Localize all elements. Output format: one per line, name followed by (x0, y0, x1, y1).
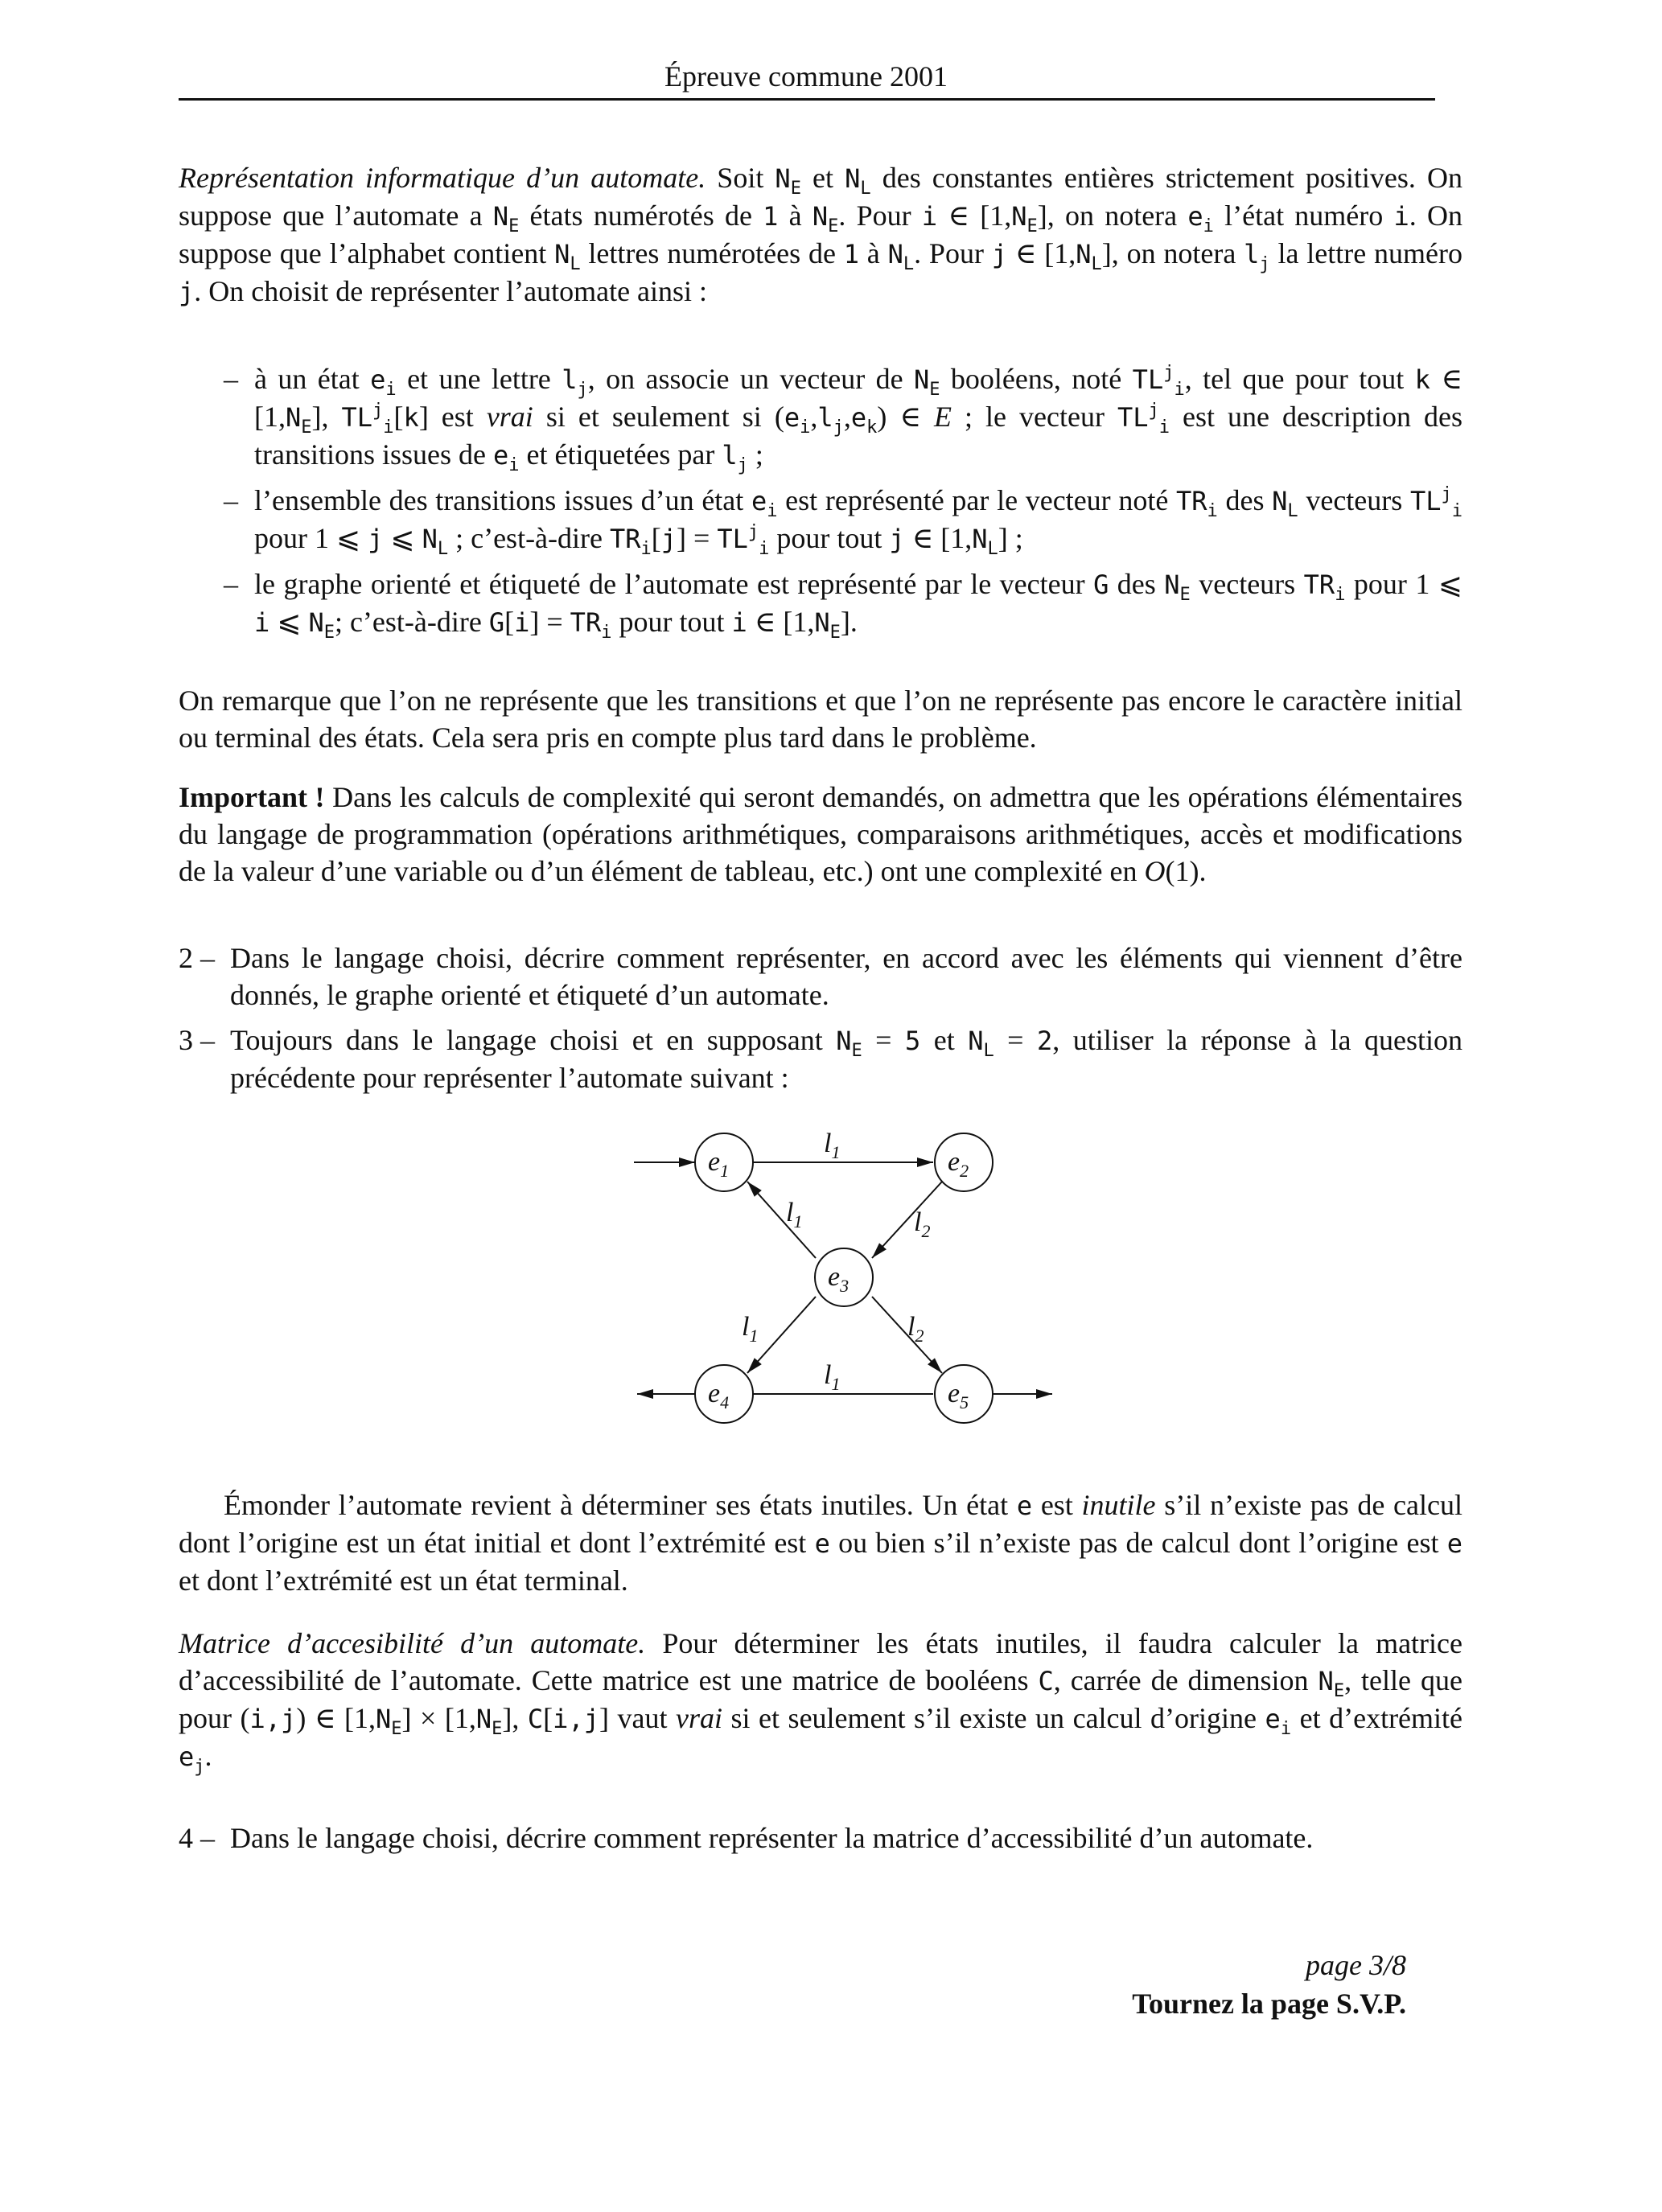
list-item: – à un état $e_i$ et une lettre $l_j$, on associe un vecteur de $N_E$ booléens, noté $TL^j_i$, tel que pour tout k ∈ $[1,N_E]$, $TL^j_i[k]$ est vrai si et seulement si $(e_i,l_j,e_k)$ ∈ E ; le vecteur $TL^j_i$ est une description des transitions issues de $e_i$ et étiquetées par $l_j$ ; (224, 363, 1462, 476)
page-header: Épreuve commune 2001 (664, 60, 948, 93)
edge-e2-e3 (872, 1182, 942, 1258)
turn-page-note: Tournez la page S.V.P. (1132, 1988, 1406, 2020)
remark-paragraph: On remarque que l’on ne représente que les transitions et que l’on ne représente pas encore le caractère initial ou terminal des états. Cela sera pris en compte plus tard dans le problème. (179, 685, 1462, 754)
intro-paragraph: Représentation informatique d’un automate. Soit $N_E$ et $N_L$ des constantes entières strictement positives. On suppose que l’automate a $N_E$ états numérotés de 1 à $N_E$. Pour i ∈ $[1,N_E]$, on notera $e_i$ l’état numéro i. On suppose que l’alphabet contient $N_L$ lettres numérotées de 1 à $N_L$. Pour j ∈ $[1,N_L]$, on notera $l_j$ la lettre numéro j. On choisit de représenter l’automate ainsi : (179, 162, 1463, 307)
matrix-lead: Matrice d’accesibilité d’un automate. (179, 1627, 646, 1659)
edge-label-e3-e1: $l_1$ (786, 1198, 803, 1231)
question-3: 3 – Toujours dans le langage choisi et en supposant $N_E = 5$ et $N_L = 2$, utiliser la réponse à la question précédente pour représenter l’automate suivant : (179, 1024, 1462, 1094)
node-label-e5: $e_5$ (948, 1379, 969, 1412)
matrix-paragraph: Matrice d’accesibilité d’un automate. Pour déterminer les états inutiles, il faudra calculer la matrice d’accessibilité de l’automate. Cette matrice est une matrice de booléens C, carrée de dimension $N_E$, telle que pour (i,j) ∈ $[1,N_E] \times [1,N_E]$, C[i,j] vaut vrai si et seulement s’il existe un calcul d’origine $e_i$ et d’extrémité $e_j$. (179, 1627, 1463, 1778)
page-number: page 3/8 (1306, 1949, 1406, 1981)
questions-2-3 (179, 939, 1462, 1104)
question-2: 2 – Dans le langage choisi, décrire comment représenter, en accord avec les éléments qui viennent d’être donnés, le graphe orienté et étiqueté d’un automate. (179, 942, 1462, 1011)
edge-label-e1-e2: $l_1$ (824, 1129, 841, 1162)
question-4-block (179, 1819, 1462, 1865)
automaton-diagram (627, 1126, 1062, 1432)
node-label-e3: $e_3$ (828, 1262, 850, 1296)
edge-label-e2-e3: $l_2$ (914, 1207, 931, 1241)
list-item: – l’ensemble des transitions issues d’un état $e_i$ est représenté par le vecteur noté $TR_i$ des $N_L$ vecteurs $TL^j_i$ pour 1 ⩽ j ⩽ $N_L$ ; c’est-à-dire $TR_i[j] = TL^j_i$ pour tout j ∈ $[1,N_L]$ ; (224, 484, 1462, 560)
intro-lead: Représentation informatique d’un automate. (179, 162, 706, 194)
node-label-e2: $e_2$ (948, 1147, 969, 1181)
edge-label-e3-e5: $l_2$ (907, 1312, 924, 1346)
edge-label-e3-e4: $l_1$ (742, 1312, 759, 1346)
important-paragraph: Important ! Dans les calculs de complexité qui seront demandés, on admettra que les opérations élémentaires du langage de programmation (opérations arithmétiques, comparaisons arithmétiques, accès et modifications de la valeur d’une variable ou d’un élément de tableau, etc.) ont une complexité en O(1). (179, 781, 1463, 887)
list-item: – le graphe orienté et étiqueté de l’automate est représenté par le vecteur G des $N_E$ vecteurs $TR_i$ pour 1 ⩽ i ⩽ $N_E$; c’est-à-dire $G[i] = TR_i$ pour tout i ∈ $[1,N_E]$. (224, 568, 1462, 643)
node-label-e1: $e_1$ (708, 1147, 730, 1181)
edge-label-e5-e4: $l_1$ (824, 1360, 841, 1394)
question-4: 4 – Dans le langage choisi, décrire comment représenter la matrice d’accessibilité d’un automate. (179, 1822, 1314, 1854)
edge-e3-e1 (747, 1182, 816, 1258)
header-rule (179, 98, 1435, 101)
emonder-paragraph: Émonder l’automate revient à déterminer ses états inutiles. Un état e est inutile s’il n’existe pas de calcul dont l’origine est un état initial et dont l’extrémité est e ou bien s’il n’existe pas de calcul dont l’origine est e et dont l’extrémité est un état terminal. (179, 1489, 1462, 1597)
important-label: Important ! (179, 781, 325, 813)
representation-list (179, 360, 1462, 649)
node-label-e4: $e_4$ (708, 1379, 730, 1412)
